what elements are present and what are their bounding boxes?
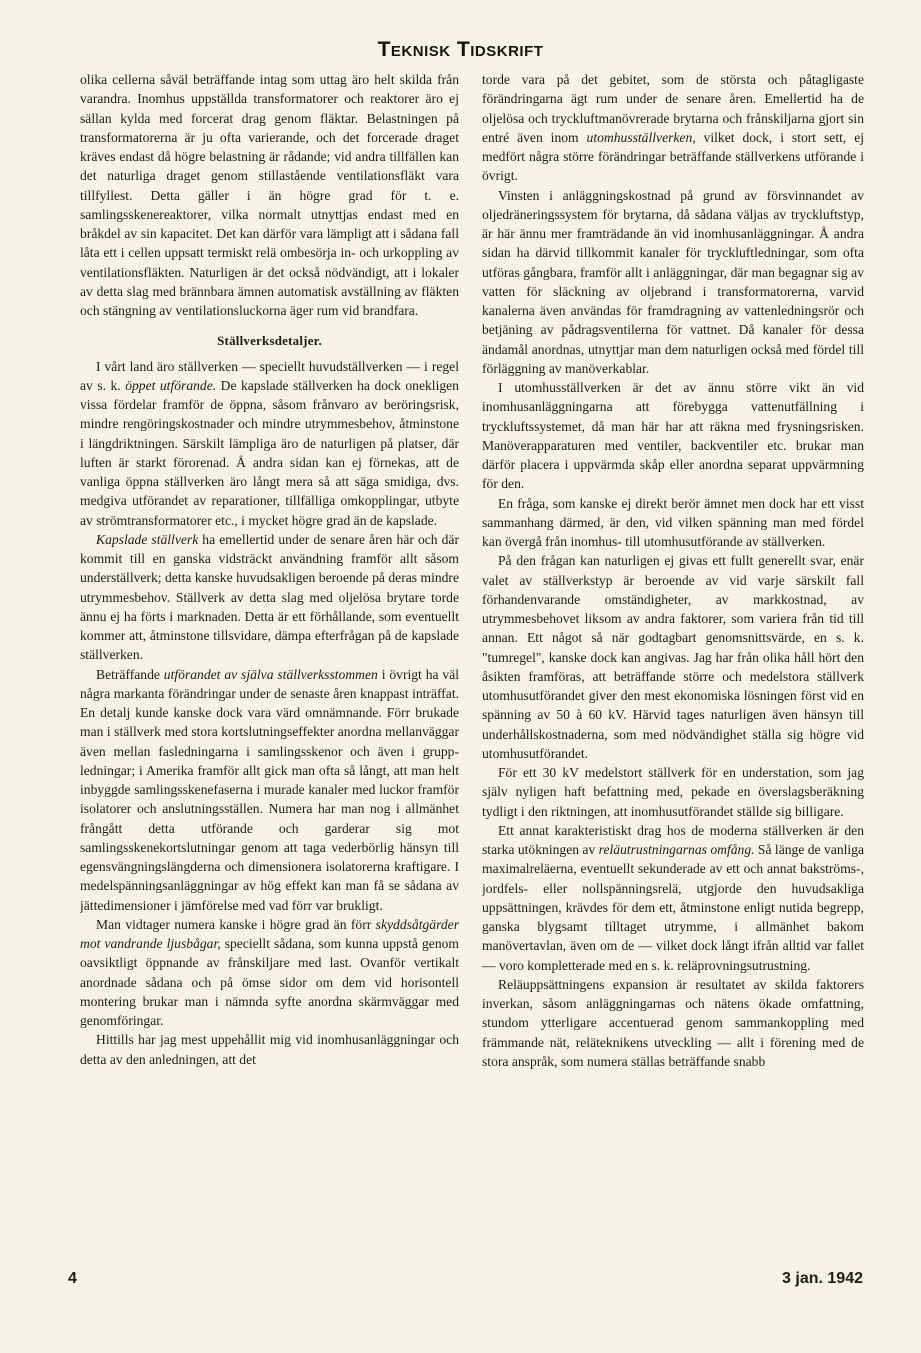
section-heading: Ställverksdetaljer. bbox=[217, 333, 322, 349]
paragraph: Reläuppsättningens expansion är resultatet av skilda faktorers inverkan, såsom anläggningarnas och nätens ökade omfattning, stundom ytterligare accentuerad genom sammankoppling med främmande nät, reläteknikens utveckling — allt i förening med de stora anspråk, som numera ställas beträffande snabb bbox=[482, 976, 864, 1069]
page-number: 4 bbox=[68, 1270, 77, 1287]
left-column bbox=[80, 70, 459, 1255]
text-run: i övrigt ha väl några markanta förändringar under de senaste åren knappast inträffat. En detalj kunde kanske dock vara värd omnämnande. Förr brukade man i ställverk med stora kortslutningseffekter anordna mellanväggar även mellan fasledningarna i samlingsskenor och även i gruppledningar; i Amerika framför allt gick man ofta så långt, att man helt inbyggde samlingsskenefaserna i murade kanaler med luckor framför isolatorer och anslutningsställen. Numera har man nog i allmänhet frångått detta utförande och garderar sig mot samlingsskenekortslutningar genom att taga vederbörlig hänsyn till egensvängningslängderna och dimensionera isolatorerna kraftigare. I medelspänningsanläggningar av hög effekt kan man få se sådana av jättedimensioner i jämförelse med vad förr var brukligt. bbox=[80, 666, 459, 913]
text-run: torde vara på det gebitet, som de största och påtagligaste förändringarna ägt rum under de senare åren. Emellertid ha de oljelösa och tryckluftmanövrerade brytarna och frånskiljarna gjort sin entré även inom bbox=[482, 72, 864, 145]
emphasis: skyddsåtgärder mot vandrande ljusbågar, bbox=[80, 916, 459, 951]
paragraph bbox=[80, 665, 459, 915]
text-run: I vårt land äro ställverken — speciellt huvudställverken — i regel av s. k. bbox=[80, 358, 459, 393]
paragraph bbox=[482, 70, 864, 186]
paragraph bbox=[80, 357, 459, 530]
paragraph: Vinsten i anläggningskostnad på grund av försvinnandet av oljedräneringssystem för brytarna, då sådana väljas av tryckluftstyp, är här ännu mer framträdande än vid inomhusanläggningar. Å andra sidan ha därvid tillkommit kanaler för tryckluftledningar, som ofta utföras gångbara, framför allt i anläggningar, där man begagnar sig av vatten för släckning av oljebrand i transformatorerna, varvid kanalerna även användas för framdragning av vattenledningsrör och betjäning av pådragsventilerna för vattnet. Då kanaler för dessa ändamål anordnas, utnyttjar man dem naturligen också med fördel till förläggning av manöverkablar. bbox=[482, 187, 864, 376]
emphasis: Kapslade ställverk bbox=[96, 531, 199, 547]
paragraph: För ett 30 kV medelstort ställverk för en understation, som jag själv nyligen haft befattning med, pekade en överslagsberäkning tydligt i den riktningen, att inomhusutförandet ställde sig billigare. bbox=[482, 765, 864, 819]
text-run: ha emellertid under de senare åren här och där kommit till en ganska vidsträckt användning framför allt såsom underställverk; detta kanske huvudsakligen beroende på deras mindre utrymmesbehov. Ställverk av detta slag med oljelösa brytare torde ännu ej ha förts i marknaden. Detta är ett förhållande, som eventuellt kommer att, åtminstone tillsvidare, dämpa efterfrågan på de kapslade ställverken. bbox=[80, 531, 459, 663]
paragraph: Hittills har jag mest uppehållit mig vid inomhusanläggningar och detta av den anledningen, att det bbox=[80, 1032, 459, 1067]
paragraph: En fråga, som kanske ej direkt berör ämnet men dock har ett visst sammanhang därmed, är den, vid vilken spänning man med fördel kan övergå från inomhus- till utomhusutförande av ställverken. bbox=[482, 495, 864, 549]
text-run: Ett annat karakteristiskt drag hos de moderna ställverken är den starka utökningen av bbox=[482, 822, 864, 857]
paragraph: I utomhusställverken är det av ännu större vikt än vid inomhusanläggningarna att förebygga vattenutfällning i tryckluftssystemet, då man här har att räkna med frysningsrisken. Manöverapparaturen med ventiler, backventiler etc. brukar man därför placera i uppvärmda skåp eller anordna separat uppvärmning för den. bbox=[482, 380, 864, 492]
paragraph bbox=[80, 915, 459, 1031]
text-run: speciellt sådana, som kunna uppstå genom oavsiktligt öppnande av frånskiljare med last. Ovanför vertikalt anordnade sådana och på ömse sidor om dem vid horisontell montering brukar man i nämnda syfte anordna skärmväggar med genomföringar. bbox=[80, 936, 459, 1028]
text-run: De kapslade ställverken ha dock onekligen vissa fördelar framför de öppna, såsom frånvaro av beröringsrisk, mindre rengöringskostnader och mindre utrymmesbehov, åtminstone i längdriktningen. Särskilt lämpliga äro de naturligen på platser, där luften är starkt förorenad. Å andra sidan kan ej förnekas, att de vanliga öppna ställverken äro långt mera så att säga smidiga, dvs. medgiva utförandet av reparationer, tillfälliga omkopplingar, utbyte av strömtransformatorer etc., i mycket högre grad än de kapslade. bbox=[80, 377, 459, 528]
text-run: vilket dock, i stort sett, ej medfört några större förändringar beträffande ställverkens utförande i övrigt. bbox=[482, 129, 864, 184]
paragraph: olika cellerna såväl beträffande intag som uttag äro helt skilda från varandra. Inomhus uppställda transformatorer och reaktorer äro ej sällan kylda med forcerat drag genom fläktar. Belastningen på transformatorerna är ju ofta varierande, och det forcerade draget kräves endast då högre belastning är rådande; vid andra tillfällen kan det naturliga draget genom stillastående ventilationsfläkt vara tillfyllest. Detta gäller i än högre grad för t. e. samlingsskenereaktorer, vilka normalt utnyttjas endast med en bråkdel av sin kapacitet. Det kan därför vara lämpligt att i sådana fall låta ett i cellen uppsatt termiskt relä ombesörja in- och urkoppling av ventilationsfläkten. Naturligen är det också nödvändigt, att i lokaler av detta slag med brännbara ämnen automatisk avställning av fläkten och stängning av ventilationsluckorna äger rum vid brandfara. bbox=[80, 72, 459, 318]
paragraph bbox=[482, 821, 864, 975]
text-run: Beträffande bbox=[96, 666, 164, 682]
text-run: Man vidtager numera kanske i högre grad än förr bbox=[96, 916, 376, 932]
paragraph bbox=[80, 530, 459, 665]
right-column bbox=[482, 70, 864, 1255]
text-run: Så länge de vanliga maximalreläerna, eventuellt sekunderade av ett och annat bakströms-, jordfels- eller nollspänningsrelä, utgjorde den huvudsakliga uppsättningen, krävdes för dem ett, åtminstone enligt nutida begrepp, ganska blygsamt tilltaget utrymme, i allmänhet bakom manövertavlan, även om de — vilket dock långt ifrån alltid var fallet — voro kompletterade med en s. k. reläprovningsutrustning. bbox=[482, 842, 864, 973]
emphasis: reläutrustningarnas omfång. bbox=[598, 842, 755, 857]
paragraph: På den frågan kan naturligen ej givas ett fullt generellt svar, enär valet av ställverkstyp är beroende av vid varje särskilt fall förhandenvarande omständigheter, av markkostnad, av utrymmesbehovet liksom av andra faktorer, som variera från tid till annan. Ett något så när godtagbart genomsnittsvärde, en s. k. "tumregel", kanske dock kan angivas. Jag har från olika håll hört den åsikten framföras, att beträffande större och medelstora ställverk utomhusutförandet giver den mest ekonomiska lösningen först vid en spänning av 50 à 60 kV. Härvid tages naturligen även hänsyn till underhållskostnaderna, som med nödvändighet ställa sig högre vid utomhusutförandet. bbox=[482, 553, 864, 761]
journal-title: Teknisk Tidskrift bbox=[377, 38, 544, 61]
emphasis: utomhusställverken, bbox=[586, 129, 696, 145]
issue-date: 3 jan. 1942 bbox=[782, 1270, 863, 1287]
emphasis: öppet utförande. bbox=[125, 377, 217, 393]
emphasis: utförandet av själva ställverksstommen bbox=[163, 666, 378, 682]
